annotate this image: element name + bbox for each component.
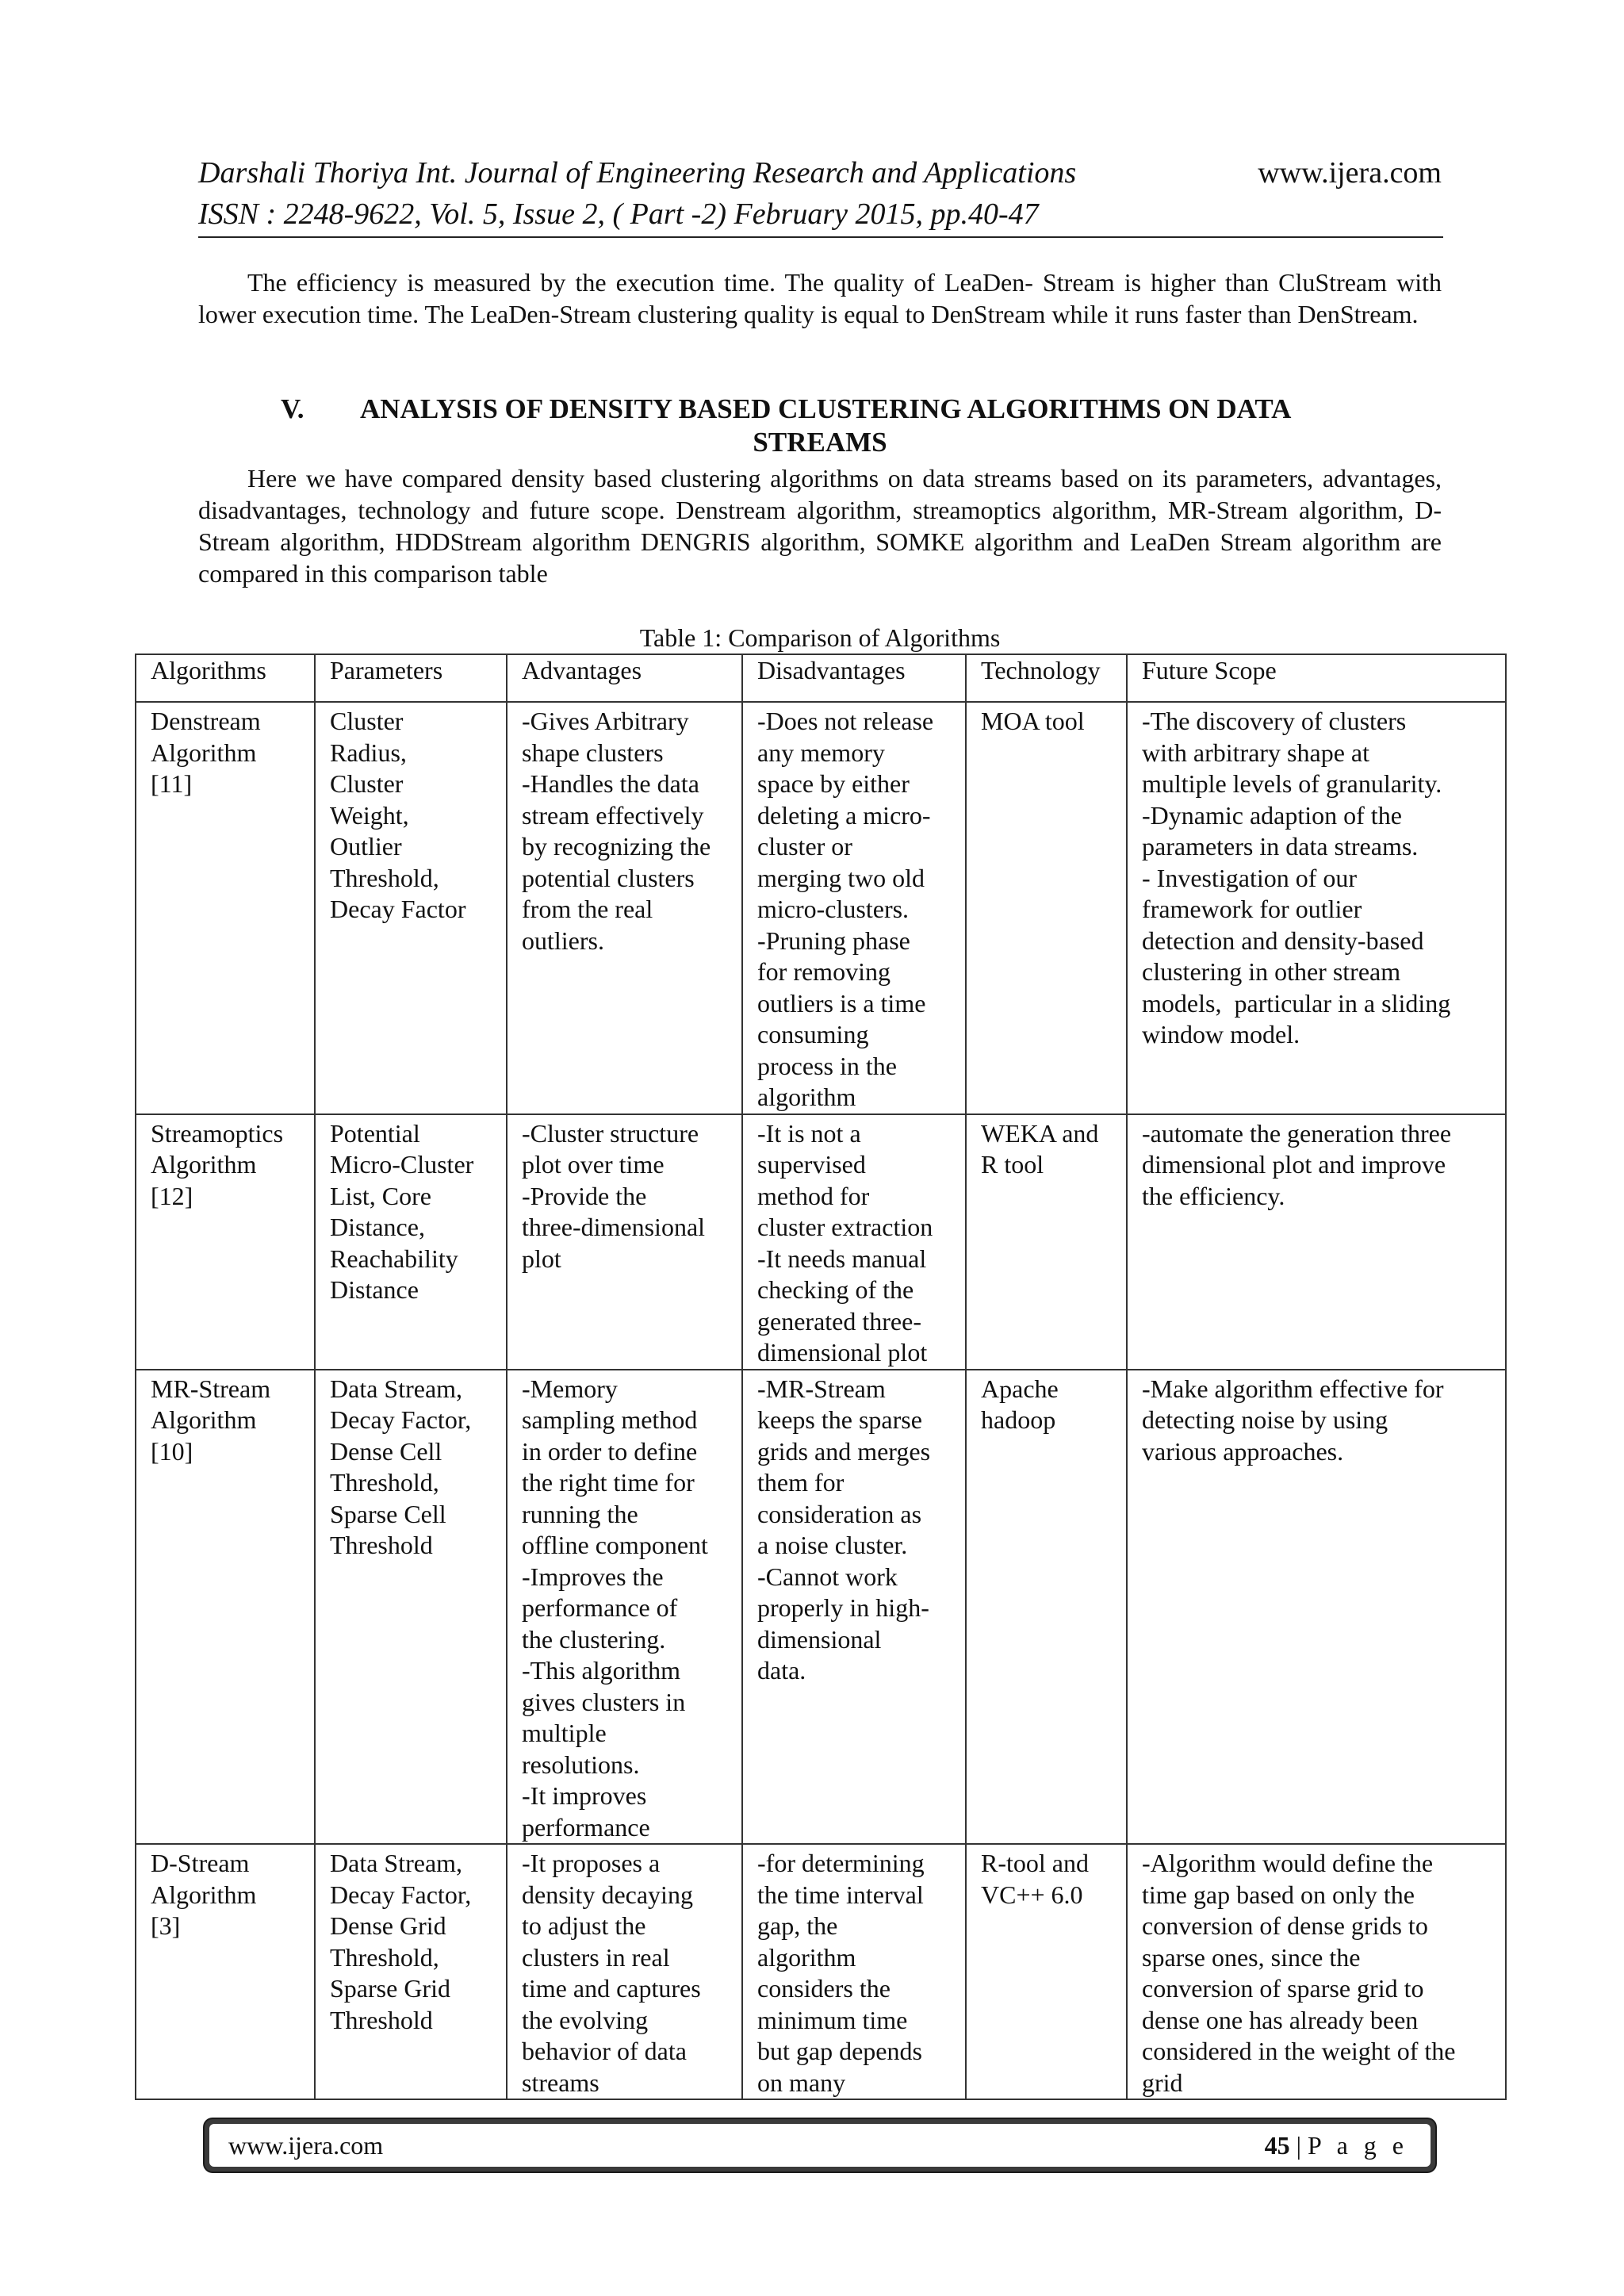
cell-line: a noise cluster. <box>757 1531 908 1559</box>
footer-page-number <box>1265 2131 1408 2160</box>
cell-line: Decay Factor, <box>330 1880 472 1909</box>
comparison-table <box>135 654 1507 2100</box>
cell-parameters <box>315 1114 507 1370</box>
cell-line: Dense Grid <box>330 1911 446 1940</box>
cell-line: cluster extraction <box>757 1213 933 1241</box>
cell-future-scope <box>1127 1114 1506 1370</box>
cell-line: performance of <box>522 1593 678 1622</box>
cell-line: Cluster <box>330 707 404 735</box>
cell-line: grids and merges <box>757 1436 931 1466</box>
cell-line: offline component <box>522 1531 708 1559</box>
cell-line: time gap based on only the <box>1142 1880 1415 1909</box>
cell-line: density decaying <box>522 1880 693 1909</box>
cell-line: window model. <box>1142 1020 1300 1048</box>
cell-line: -Gives Arbitrary <box>522 707 689 735</box>
cell-algorithm <box>136 702 315 1114</box>
cell-line: plot <box>522 1244 561 1273</box>
cell-line: minimum time <box>757 2005 908 2034</box>
cell-technology <box>966 1370 1127 1845</box>
cell-line: -Cluster structure <box>522 1118 699 1148</box>
footer-url[interactable]: www.ijera.com <box>228 2130 384 2160</box>
running-header <box>198 152 1442 235</box>
cell-line: -Dynamic adaption of the <box>1142 800 1402 830</box>
cell-line: Threshold <box>330 1531 433 1559</box>
cell-line: Decay Factor, <box>330 1405 472 1434</box>
table-row <box>136 1844 1506 2099</box>
cell-line: Algorithm <box>151 1880 257 1909</box>
cell-parameters <box>315 1370 507 1845</box>
cell-line: but gap depends <box>757 2037 922 2065</box>
cell-line: outliers is a time <box>757 988 926 1018</box>
cell-disadvantages <box>742 702 966 1114</box>
cell-advantages <box>507 702 742 1114</box>
cell-technology <box>966 1114 1127 1370</box>
header-disadvantages: Disadvantages <box>742 654 966 702</box>
table-body <box>136 702 1506 2099</box>
table-row <box>136 702 1506 1114</box>
cell-disadvantages <box>742 1114 966 1370</box>
cell-line: [3] <box>151 1911 181 1940</box>
cell-line: consideration as <box>757 1499 922 1528</box>
cell-line: -It proposes a <box>522 1849 661 1877</box>
cell-line: R tool <box>981 1150 1044 1179</box>
cell-line: -Algorithm would define the <box>1142 1849 1434 1877</box>
cell-line: various approaches. <box>1142 1436 1344 1466</box>
cell-line: -The discovery of clusters <box>1142 707 1407 735</box>
cell-line: Outlier <box>330 832 402 861</box>
cell-line: outliers. <box>522 926 604 955</box>
cell-line: Decay Factor <box>330 895 466 923</box>
cell-line: plot over time <box>522 1150 665 1179</box>
cell-line: Algorithm <box>151 1405 257 1434</box>
cell-line: [11] <box>151 769 193 798</box>
cell-line: Radius, <box>330 738 407 767</box>
cell-line: resolutions. <box>522 1750 640 1779</box>
cell-line: supervised <box>757 1150 866 1179</box>
cell-line: multiple <box>522 1719 607 1747</box>
cell-line: -Provide the <box>522 1181 647 1210</box>
cell-line: performance <box>522 1812 650 1842</box>
cell-line: checking of the <box>757 1275 914 1304</box>
cell-disadvantages <box>742 1370 966 1845</box>
cell-line: -It is not a <box>757 1118 861 1148</box>
header-rule <box>198 236 1443 238</box>
cell-line: Weight, <box>330 800 409 830</box>
cell-line: dimensional <box>757 1624 882 1654</box>
section-title-line1: ANALYSIS OF DENSITY BASED CLUSTERING ALGORITHMS ON DATA <box>360 393 1292 424</box>
cell-line: [10] <box>151 1436 193 1466</box>
table-header-row <box>136 654 1506 702</box>
cell-line: -Improves the <box>522 1562 664 1591</box>
cell-line: the time interval <box>757 1880 924 1909</box>
cell-parameters <box>315 1844 507 2099</box>
journal-url[interactable]: www.ijera.com <box>1258 156 1442 190</box>
cell-line: Threshold, <box>330 1468 439 1497</box>
cell-line: Reachability <box>330 1244 458 1273</box>
cell-line: on many <box>757 2068 846 2097</box>
cell-line: MR-Stream <box>151 1374 271 1403</box>
cell-line: models, particular in a sliding <box>1142 988 1451 1018</box>
cell-technology <box>966 702 1127 1114</box>
cell-line: potential clusters <box>522 863 695 892</box>
cell-line: Denstream <box>151 707 261 735</box>
cell-line: -Cannot work <box>757 1562 898 1591</box>
cell-line: Algorithm <box>151 738 257 767</box>
cell-line: process in the <box>757 1051 897 1080</box>
cell-line: conversion of sparse grid to <box>1142 1974 1424 2003</box>
cell-line: -for determining <box>757 1849 925 1877</box>
cell-algorithm <box>136 1114 315 1370</box>
cell-line: with arbitrary shape at <box>1142 738 1369 767</box>
cell-algorithm <box>136 1370 315 1845</box>
cell-line: keeps the sparse <box>757 1405 922 1434</box>
cell-line: sparse ones, since the <box>1142 1942 1361 1972</box>
cell-line: by recognizing the <box>522 832 711 861</box>
cell-line: WEKA and <box>981 1118 1099 1148</box>
cell-line: dense one has already been <box>1142 2005 1419 2034</box>
cell-line: Dense Cell <box>330 1436 442 1466</box>
table-row <box>136 1370 1506 1845</box>
cell-line: [12] <box>151 1181 193 1210</box>
page-footer <box>205 2119 1435 2171</box>
section-title-line2: STREAMS <box>753 427 887 458</box>
cell-line: from the real <box>522 895 653 923</box>
cell-line: Streamoptics <box>151 1118 284 1148</box>
cell-advantages <box>507 1114 742 1370</box>
cell-line: Distance <box>330 1275 419 1304</box>
cell-line: parameters in data streams. <box>1142 832 1419 861</box>
cell-line: conversion of dense grids to <box>1142 1911 1428 1940</box>
cell-line: algorithm <box>757 1942 856 1972</box>
section-number: V. <box>281 393 304 424</box>
cell-line: detection and density-based <box>1142 926 1424 955</box>
cell-line: clusters in real <box>522 1942 670 1972</box>
cell-line: -It needs manual <box>757 1244 927 1273</box>
cell-line: multiple levels of granularity. <box>1142 769 1442 798</box>
cell-line: for removing <box>757 957 891 986</box>
cell-line: Data Stream, <box>330 1849 463 1877</box>
cell-line: to adjust the <box>522 1911 646 1940</box>
cell-line: considered in the weight of the <box>1142 2037 1456 2065</box>
cell-line: D-Stream <box>151 1849 250 1877</box>
cell-line: running the <box>522 1499 638 1528</box>
cell-line: Data Stream, <box>330 1374 463 1403</box>
cell-line: VC++ 6.0 <box>981 1880 1083 1909</box>
cell-line: considers the <box>757 1974 891 2003</box>
issn-line: ISSN : 2248-9622, Vol. 5, Issue 2, ( Part -2) February 2015, pp.40-47 <box>198 197 1039 231</box>
cell-line: Potential <box>330 1118 420 1148</box>
cell-future-scope <box>1127 702 1506 1114</box>
cell-line: space by either <box>757 769 910 798</box>
cell-line: the right time for <box>522 1468 695 1497</box>
table-caption: Table 1: Comparison of Algorithms <box>639 623 1001 652</box>
cell-line: -Handles the data <box>522 769 699 798</box>
page-label: P a g e <box>1307 2130 1408 2160</box>
cell-line: sampling method <box>522 1405 698 1434</box>
table-row <box>136 1114 1506 1370</box>
cell-line: dimensional plot <box>757 1338 928 1366</box>
journal-title: Darshali Thoriya Int. Journal of Engineering Research and Applications <box>198 156 1077 190</box>
cell-future-scope <box>1127 1370 1506 1845</box>
cell-algorithm <box>136 1844 315 2099</box>
cell-line: MOA tool <box>981 707 1085 735</box>
cell-line: clustering in other stream <box>1142 957 1401 986</box>
cell-line: -It improves <box>522 1781 647 1810</box>
cell-line: streams <box>522 2068 599 2097</box>
cell-line: -Memory <box>522 1374 618 1403</box>
cell-line: R-tool and <box>981 1849 1089 1877</box>
cell-advantages <box>507 1370 742 1845</box>
page-separator: | <box>1289 2130 1308 2160</box>
cell-advantages <box>507 1844 742 2099</box>
paragraph-efficiency: The efficiency is measured by the execution time. The quality of LeaDen- Stream is higher than CluStream with lower execution time. The LeaDen-Stream clustering quality is equal to DenStream while it runs faster than DenStream. <box>198 268 1442 328</box>
cell-line: dimensional plot and improve <box>1142 1150 1446 1179</box>
cell-line: Threshold <box>330 2005 433 2034</box>
header-advantages: Advantages <box>507 654 742 702</box>
header-line-2 <box>198 194 1442 235</box>
cell-line: data. <box>757 1656 806 1685</box>
cell-line: List, Core <box>330 1181 431 1210</box>
cell-line: stream effectively <box>522 800 704 830</box>
cell-line: them for <box>757 1468 845 1497</box>
cell-line: method for <box>757 1181 870 1210</box>
cell-line: grid <box>1142 2068 1183 2097</box>
cell-line: properly in high- <box>757 1593 929 1622</box>
cell-line: -MR-Stream <box>757 1374 886 1403</box>
cell-line: Algorithm <box>151 1150 257 1179</box>
cell-line: three-dimensional <box>522 1213 706 1241</box>
header-line-1 <box>198 152 1442 194</box>
cell-line: -This algorithm <box>522 1656 680 1685</box>
header-future-scope: Future Scope <box>1127 654 1506 702</box>
header-parameters: Parameters <box>315 654 507 702</box>
cell-line: micro-clusters. <box>757 895 910 923</box>
cell-future-scope <box>1127 1844 1506 2099</box>
cell-line: behavior of data <box>522 2037 687 2065</box>
cell-line: cluster or <box>757 832 852 861</box>
cell-line: the clustering. <box>522 1624 666 1654</box>
cell-line: Threshold, <box>330 863 439 892</box>
cell-parameters <box>315 702 507 1114</box>
cell-line: hadoop <box>981 1405 1056 1434</box>
cell-line: gives clusters in <box>522 1687 686 1716</box>
cell-disadvantages <box>742 1844 966 2099</box>
cell-line: time and captures <box>522 1974 701 2003</box>
cell-line: in order to define <box>522 1436 698 1466</box>
cell-line: any memory <box>757 738 885 767</box>
cell-line: Cluster <box>330 769 404 798</box>
paragraph-comparison-intro: Here we have compared density based clustering algorithms on data streams based on its parameters, advantages, disadvantages, technology and future scope. Denstream algorithm, streamoptics algorithm, MR-Stream algorithm, D-Stream algorithm, HDDStream algorithm DENGRIS algorithm, SOMKE algorithm and LeaDen Stream algorithm are compared in this comparison table <box>198 464 1442 588</box>
cell-line: Sparse Cell <box>330 1499 446 1528</box>
cell-line: -Pruning phase <box>757 926 910 955</box>
cell-line: Apache <box>981 1374 1059 1403</box>
header-algorithms: Algorithms <box>136 654 315 702</box>
cell-line: framework for outlier <box>1142 895 1362 923</box>
footer-inner <box>209 2124 1431 2167</box>
cell-line: -Make algorithm effective for <box>1142 1374 1444 1403</box>
cell-line: - Investigation of our <box>1142 863 1358 892</box>
cell-line: the evolving <box>522 2005 649 2034</box>
cell-line: detecting noise by using <box>1142 1405 1388 1434</box>
header-technology: Technology <box>966 654 1127 702</box>
cell-line: shape clusters <box>522 738 664 767</box>
cell-line: -automate the generation three <box>1142 1118 1452 1148</box>
cell-line: Sparse Grid <box>330 1974 450 2003</box>
cell-line: -Does not release <box>757 707 934 735</box>
cell-line: merging two old <box>757 863 925 892</box>
cell-line: Micro-Cluster <box>330 1150 474 1179</box>
cell-line: algorithm <box>757 1083 856 1111</box>
cell-line: gap, the <box>757 1911 838 1940</box>
cell-technology <box>966 1844 1127 2099</box>
cell-line: Threshold, <box>330 1942 439 1972</box>
cell-line: the efficiency. <box>1142 1181 1285 1210</box>
cell-line: deleting a micro- <box>757 800 931 830</box>
page-number: 45 <box>1264 2130 1290 2160</box>
cell-line: Distance, <box>330 1213 425 1241</box>
cell-line: generated three- <box>757 1306 921 1336</box>
cell-line: consuming <box>757 1020 869 1048</box>
